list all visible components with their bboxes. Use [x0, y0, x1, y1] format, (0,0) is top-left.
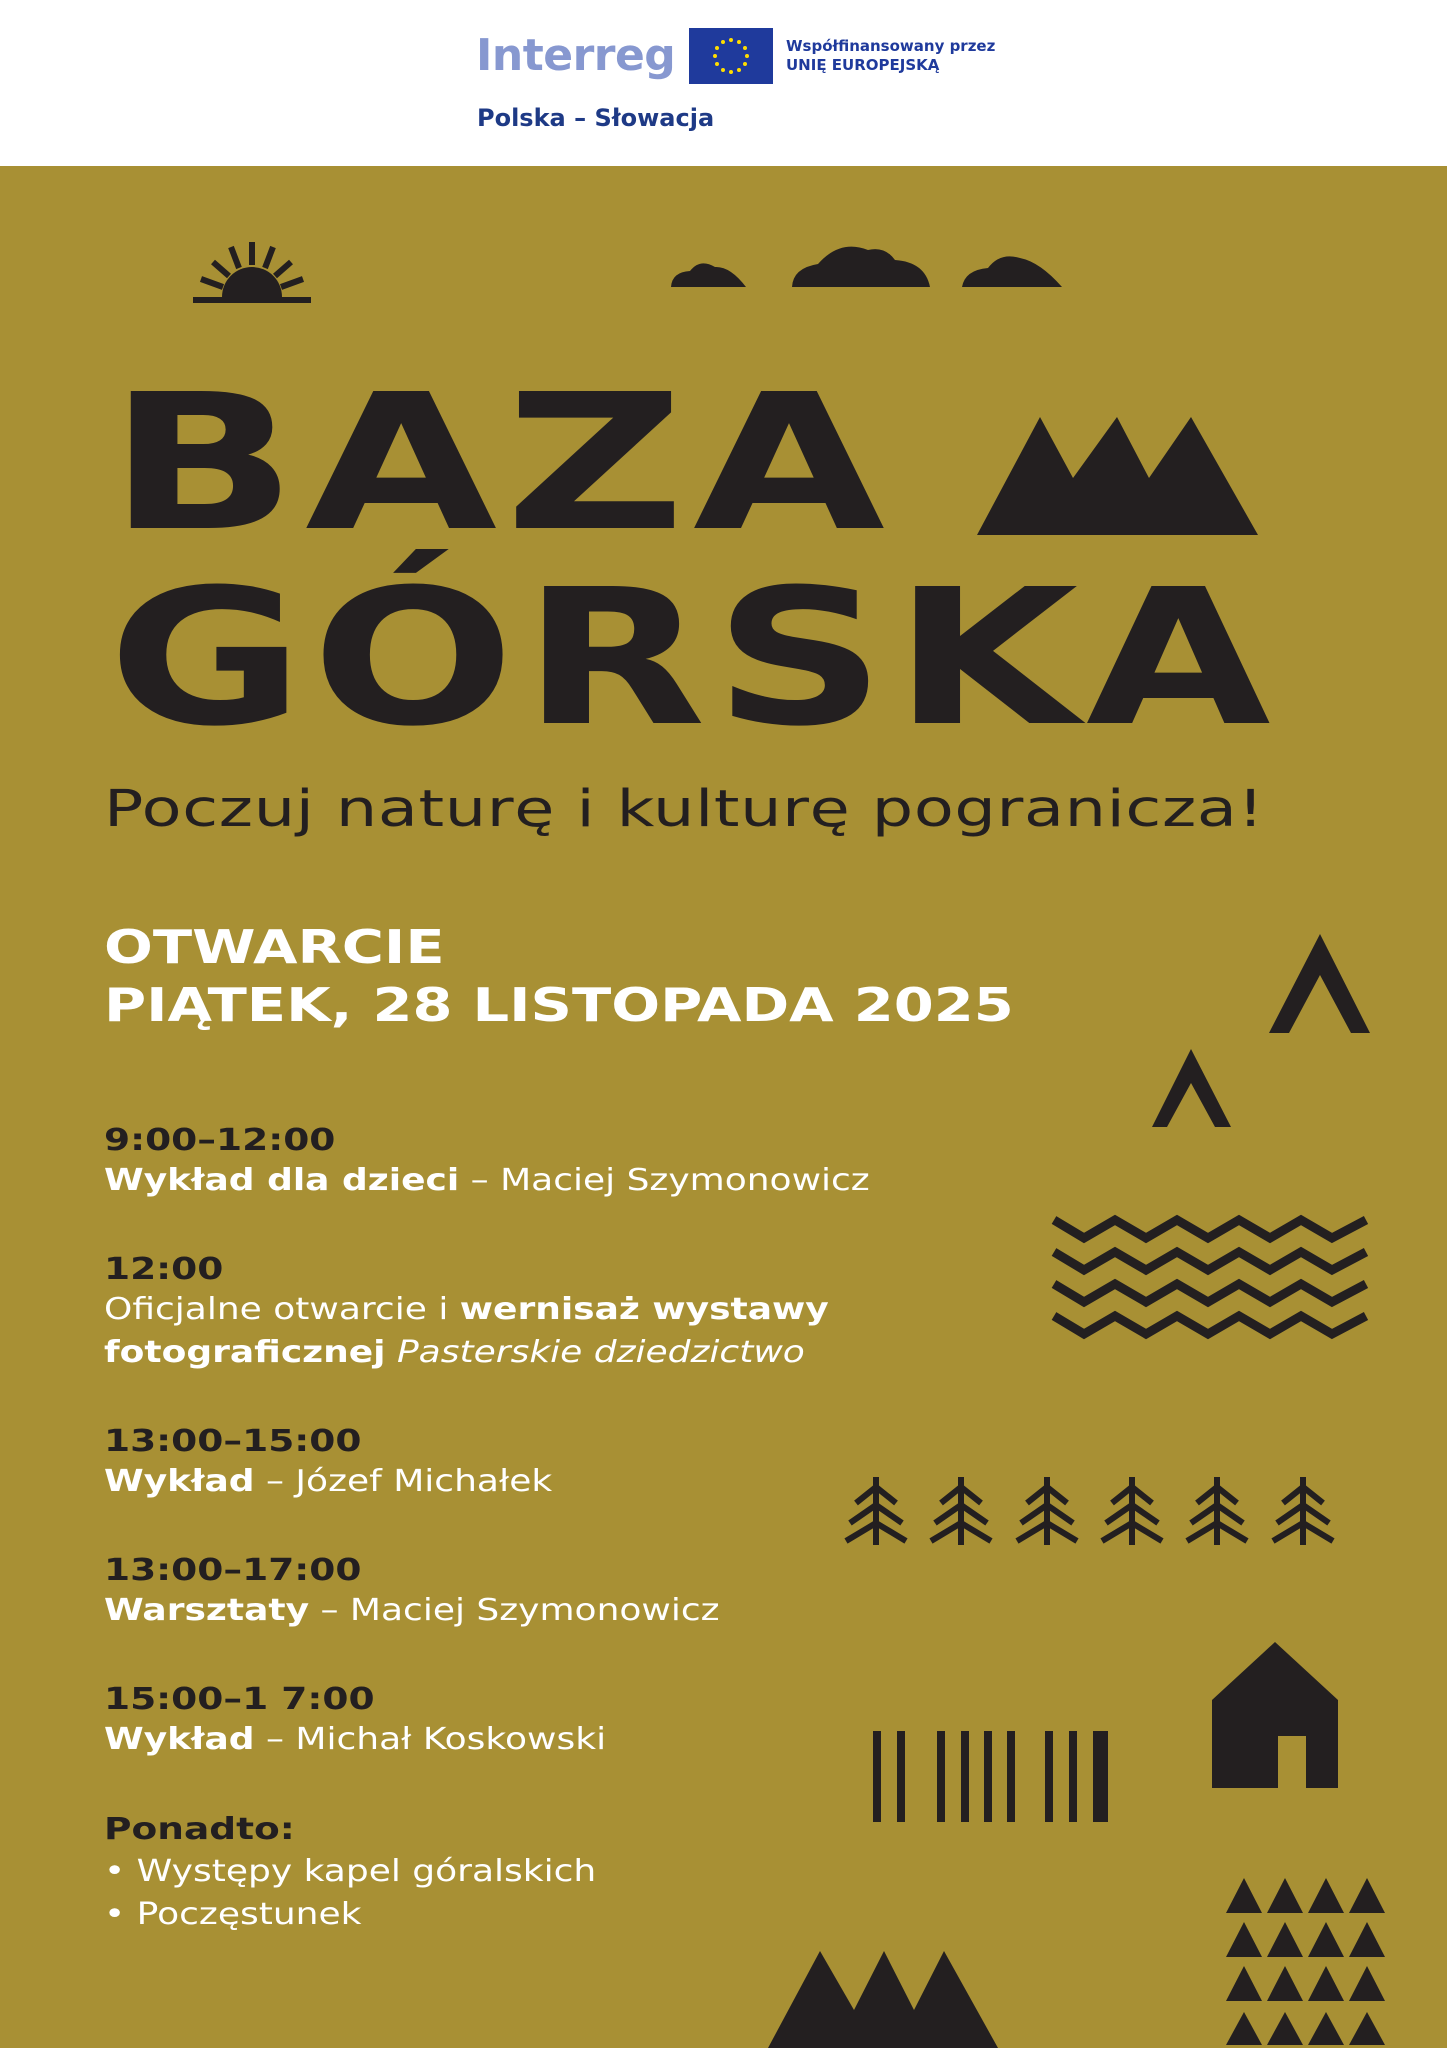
- house-icon: [1212, 1642, 1338, 1788]
- region-label: Polska – Słowacja: [477, 104, 715, 132]
- schedule-description: [104, 1460, 1184, 1503]
- schedule-event-cont: fotograficznej: [104, 1335, 386, 1370]
- schedule-event: Wykład: [104, 1722, 255, 1757]
- schedule-description-cont: [104, 1331, 1184, 1374]
- schedule-time: 15:00–1 7:00: [104, 1682, 375, 1717]
- schedule-time: 13:00–15:00: [104, 1424, 362, 1459]
- schedule-time: 12:00: [104, 1252, 224, 1287]
- schedule-speaker: – Maciej Szymonowicz: [309, 1593, 720, 1628]
- schedule-item: [104, 1682, 1004, 1761]
- schedule-speaker: – Michał Koskowski: [254, 1722, 607, 1757]
- schedule-event: Wykład: [104, 1464, 255, 1499]
- schedule-item: [104, 1424, 1004, 1503]
- schedule-time: 9:00–12:00: [104, 1123, 336, 1158]
- triangle-grid-icon: [1226, 1878, 1385, 2045]
- mountains-icon: [977, 417, 1258, 535]
- schedule-item: [104, 1252, 1004, 1374]
- interreg-logo: Interreg: [476, 30, 676, 81]
- schedule-item: [104, 1553, 1004, 1632]
- eu-line-2: UNIĘ EUROPEJSKĄ: [786, 56, 940, 74]
- cloud-icon: [671, 247, 1062, 287]
- tree-icon: [1273, 1477, 1333, 1545]
- title-line-2: GÓRSKA: [108, 549, 1279, 768]
- schedule-time: 13:00–17:00: [104, 1553, 362, 1588]
- exhibition-title: Pasterskie dziedzictwo: [385, 1335, 805, 1370]
- opening-date: PIĄTEK, 28 LISTOPADA 2025: [104, 978, 1014, 1032]
- schedule-description: [104, 1288, 1184, 1331]
- peak-icon: [1269, 934, 1370, 1033]
- mountains-icon: [768, 1951, 998, 2048]
- extras-section: [104, 1810, 597, 1936]
- schedule-speaker: – Józef Michałek: [254, 1464, 553, 1499]
- schedule-pre: Oficjalne otwarcie i: [104, 1292, 460, 1327]
- subtitle: Poczuj naturę i kulturę pogranicza!: [104, 780, 1265, 839]
- eu-line-1: Współfinansowany przez: [786, 37, 996, 55]
- peak-icon: [1152, 1049, 1231, 1127]
- schedule-event: Wykład dla dzieci: [104, 1163, 460, 1198]
- extras-heading: Ponadto:: [104, 1812, 295, 1847]
- sun-icon: [193, 242, 311, 303]
- schedule-description: [104, 1589, 1184, 1632]
- extras-item: • Poczęstunek: [104, 1897, 362, 1932]
- extras-item: • Występy kapel góralskich: [104, 1854, 597, 1889]
- schedule-description: [104, 1159, 1184, 1202]
- schedule-event: wernisaż wystawy: [459, 1292, 829, 1327]
- opening-label: OTWARCIE: [104, 920, 445, 974]
- schedule-event: Warsztaty: [104, 1593, 310, 1628]
- schedule-description: [104, 1718, 1184, 1761]
- tree-icon: [1187, 1477, 1247, 1545]
- schedule-item: [104, 1123, 1004, 1202]
- title-line-1: BAZA: [108, 354, 893, 573]
- schedule-speaker: – Maciej Szymonowicz: [459, 1163, 870, 1198]
